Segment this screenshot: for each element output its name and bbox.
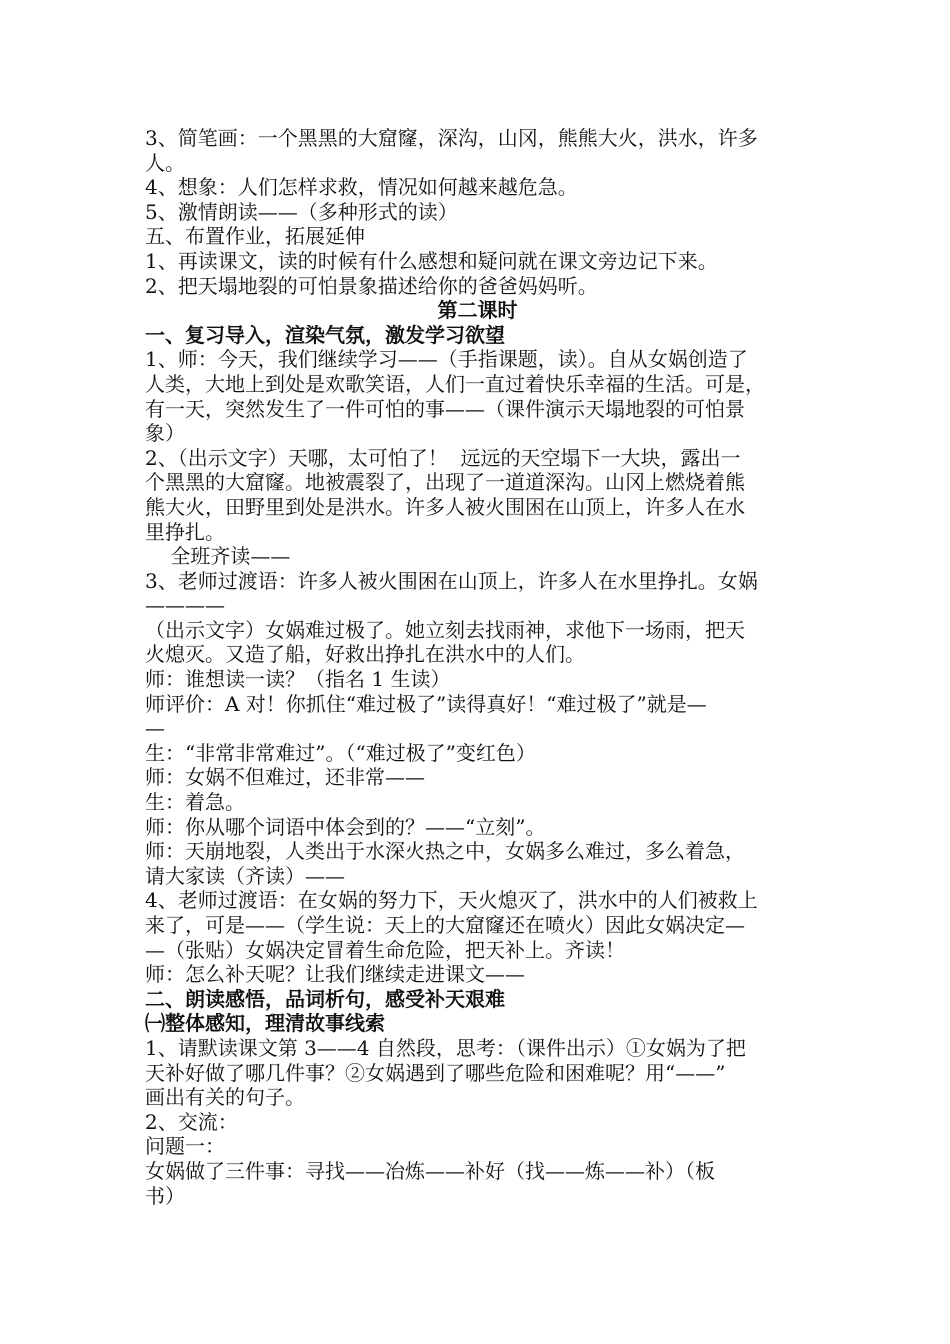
text-line: 3、简笔画：一个黑黑的大窟窿，深沟，山冈，熊熊大火，洪水，许多 (145, 126, 758, 150)
text-line: 1、师：今天，我们继续学习——（手指课题，读）。自从女娲创造了 (145, 347, 748, 372)
text-line: 生：着急。 (145, 790, 245, 815)
text-line: 5、激情朗读——（多种形式的读） (145, 199, 458, 224)
text-line: 里挣扎。 (145, 519, 225, 544)
text-line: 1、请默读课文第 3——4 自然段，思考：（课件出示）①女娲为了把 (145, 1035, 746, 1060)
bold-heading-line: 一、复习导入，渲染气氛，激发学习欲望 (145, 322, 505, 347)
text-line: （出示文字）女娲难过极了。她立刻去找雨神，求他下一场雨，把天 (145, 617, 745, 642)
text-line: — (145, 716, 165, 741)
section-heading: 第二课时 (437, 298, 518, 323)
text-line: 女娲做了三件事：寻找——冶炼——补好（找——炼——补）（板 (145, 1158, 715, 1183)
bold-heading-line: 二、朗读感悟，品词析句，感受补天艰难 (145, 986, 505, 1011)
text-line: 请大家读（齐读）—— (145, 863, 345, 888)
document-page (145, 126, 810, 1208)
text-line: 师：你从哪个词语中体会到的？——“立刻”。 (145, 814, 546, 839)
text-line: 师：怎么补天呢？让我们继续走进课文—— (145, 962, 525, 987)
text-line: 4、老师过渡语：在女娲的努力下，天火熄灭了，洪水中的人们被救上 (145, 888, 758, 913)
text-line: 象） (145, 421, 185, 446)
text-line: 人类，大地上到处是欢歌笑语，人们一直过着快乐幸福的生活。可是， (145, 371, 765, 396)
text-line: 熊大火，田野里到处是洪水。许多人被火围困在山顶上，许多人在水 (145, 494, 745, 519)
text-line: 有一天，突然发生了一件可怕的事——（课件演示天塌地裂的可怕景 (145, 396, 745, 421)
text-line: 问题一： (145, 1134, 225, 1159)
text-line: 3、老师过渡语：许多人被火围困在山顶上，许多人在水里挣扎。女娲 (145, 568, 758, 593)
text-line: 生：“非常非常难过”。（“难过极了”变红色） (145, 740, 536, 765)
text-line: 1、再读课文，读的时候有什么感想和疑问就在课文旁边记下来。 (145, 248, 718, 273)
text-line: 2、交流： (145, 1109, 238, 1134)
text-line: 人。 (145, 150, 185, 175)
text-line: 火熄灭。又造了船，好救出挣扎在洪水中的人们。 (145, 642, 585, 667)
text-line: 个黑黑的大窟窿。地被震裂了，出现了一道道深沟。山冈上燃烧着熊 (145, 470, 745, 495)
text-line: 画出有关的句子。 (145, 1085, 305, 1110)
bold-heading-line: ㈠整体感知，理清故事线索 (145, 1011, 385, 1036)
text-line: 师：谁想读一读？（指名 1 生读） (145, 667, 451, 692)
text-line: 全班齐读—— (145, 544, 291, 569)
text-line: 4、想象：人们怎样求救，情况如何越来越危急。 (145, 175, 578, 200)
text-line: 2、（出示文字）天哪，太可怕了！ 远远的天空塌下一大块，露出一 (145, 445, 741, 470)
text-line: 师：女娲不但难过，还非常—— (145, 765, 425, 790)
text-line: 天补好做了哪几件事？②女娲遇到了哪些危险和困难呢？用“——” (145, 1060, 726, 1085)
text-line: —（张贴）女娲决定冒着生命危险，把天补上。齐读！ (145, 937, 625, 962)
text-line: 来了，可是——（学生说：天上的大窟窿还在喷火）因此女娲决定— (145, 913, 745, 937)
text-line: 书） (145, 1183, 185, 1208)
text-line: 五、布置作业，拓展延伸 (145, 224, 365, 249)
text-line: ———— (145, 593, 225, 618)
text-line: 师：天崩地裂，人类出于水深火热之中，女娲多么难过，多么着急， (145, 839, 745, 864)
text-line: 师评价：A 对！你抓住“难过极了”读得真好！“难过极了”就是— (145, 691, 707, 716)
text-line: 2、把天塌地裂的可怕景象描述给你的爸爸妈妈听。 (145, 273, 598, 298)
